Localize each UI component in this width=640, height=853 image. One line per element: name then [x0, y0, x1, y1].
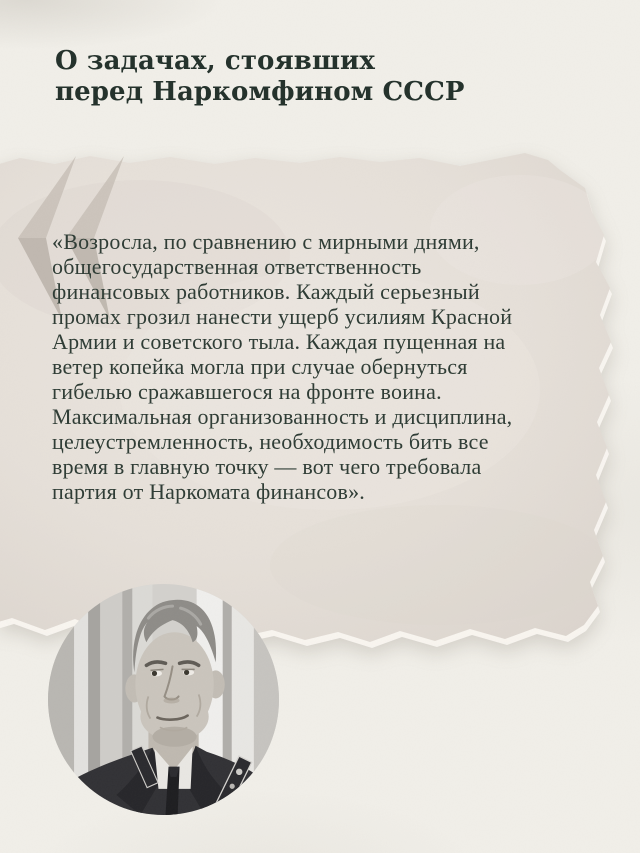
- quote-line: общегосударственная ответственность: [52, 254, 422, 279]
- quote-line: Армии и советского тыла. Каждая пущенная на: [52, 329, 506, 354]
- quote-block: [52, 229, 582, 504]
- quote-line: промах грозил нанести ущерб усилиям Красной: [52, 304, 513, 329]
- quote-line: Максимальная организованность и дисциплина,: [52, 404, 513, 429]
- portrait-photo: [48, 584, 279, 815]
- quote-line: время в главную точку — вот чего требовала: [52, 454, 482, 479]
- page-title-line-2: перед Наркомфином СССР: [55, 77, 465, 107]
- quote-line: ветер копейка могла при случае обернуться: [52, 354, 468, 379]
- page-title: [55, 46, 465, 108]
- quote-line: партия от Наркомата финансов».: [52, 479, 365, 504]
- quote-line: финансовых работников. Каждый серьезный: [52, 279, 480, 304]
- page-title-line-1: О задачах, стоявших: [55, 46, 375, 76]
- quote-line: «Возросла, по сравнению с мирными днями,: [52, 229, 480, 254]
- quote-line: целеустремленность, необходимость бить все: [52, 429, 489, 454]
- quote-line: гибелью сражавшегося на фронте воина.: [52, 379, 442, 404]
